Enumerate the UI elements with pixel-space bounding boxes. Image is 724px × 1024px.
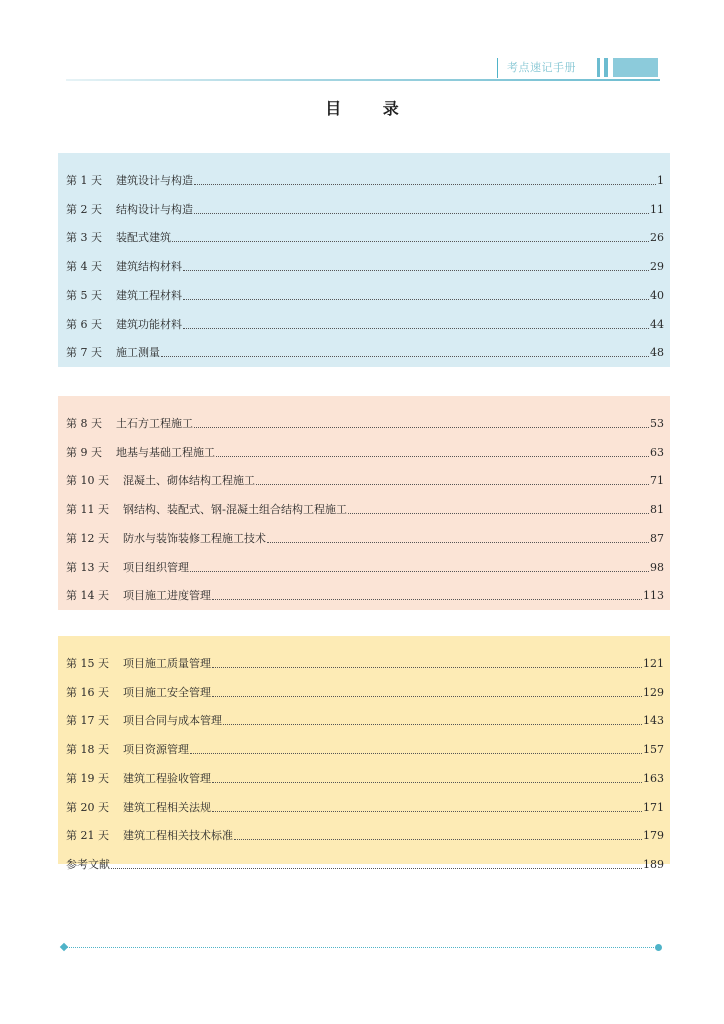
toc-entry-day: 第 20 天 — [66, 800, 109, 814]
toc-entry-day: 第 18 天 — [66, 743, 109, 757]
toc-entry-title: 装配式建筑 — [116, 231, 171, 245]
toc-entry-leader — [348, 513, 649, 514]
toc-entry[interactable] — [66, 526, 664, 546]
toc-entry-leader — [111, 868, 642, 869]
toc-entry[interactable] — [66, 440, 664, 460]
toc-entry[interactable] — [66, 225, 664, 245]
toc-entry-page-number: 53 — [650, 417, 664, 430]
toc-entry-page-number: 11 — [650, 202, 664, 216]
toc-entry-title: 建筑工程验收管理 — [123, 771, 211, 785]
toc-entry-title: 项目资源管理 — [123, 743, 189, 757]
toc-entry-leader — [234, 839, 642, 840]
toc-entry-leader — [256, 484, 649, 485]
toc-entry-page-number: 171 — [643, 800, 664, 814]
toc-entry[interactable] — [66, 312, 664, 332]
toc-entry-leader — [212, 667, 642, 668]
toc-entry-day: 第 21 天 — [66, 829, 109, 843]
toc-entry-day: 第 12 天 — [66, 531, 109, 545]
toc-entry-title: 项目施工质量管理 — [123, 657, 211, 670]
toc-entry-leader — [190, 753, 642, 754]
toc-entry-leader — [183, 270, 649, 271]
toc-entry[interactable] — [66, 468, 664, 488]
toc-entry-leader — [194, 427, 649, 428]
toc-entry-title: 混凝土、砌体结构工程施工 — [123, 474, 255, 488]
toc-entry-title: 参考文献 — [66, 857, 110, 871]
toc-entry-page-number: 163 — [643, 771, 664, 785]
toc-entry[interactable] — [66, 197, 664, 217]
toc-section-days-8-14 — [58, 396, 670, 610]
toc-entry[interactable] — [66, 708, 664, 728]
toc-entry-page-number: 71 — [650, 474, 664, 488]
toc-entry-leader — [212, 782, 642, 783]
toc-entry-day: 第 19 天 — [66, 771, 109, 785]
toc-entry-leader — [183, 299, 649, 300]
toc-entry-leader — [223, 724, 642, 725]
toc-entry[interactable] — [66, 283, 664, 303]
toc-entry-leader — [212, 811, 642, 812]
toc-entry[interactable] — [66, 168, 664, 188]
toc-entry-title: 项目合同与成本管理 — [123, 714, 222, 728]
toc-entry[interactable] — [66, 497, 664, 517]
toc-entry-day: 第 5 天 — [66, 288, 102, 302]
toc-entry-title: 土石方工程施工 — [116, 417, 193, 430]
toc-entry-page-number: 1 — [657, 174, 664, 187]
toc-entry-title: 钢结构、装配式、钢-混凝土组合结构工程施工 — [123, 503, 347, 517]
toc-entry-page-number: 98 — [650, 560, 664, 574]
toc-section-days-1-7 — [58, 153, 670, 367]
toc-entry-page-number: 29 — [650, 260, 664, 274]
toc-entry-day: 第 9 天 — [66, 445, 102, 459]
toc-entry-title: 建筑工程材料 — [116, 288, 182, 302]
header-rule — [66, 79, 660, 81]
toc-entry-day: 第 1 天 — [66, 174, 102, 187]
toc-entry-title: 建筑工程相关法规 — [123, 800, 211, 814]
toc-entry-title: 建筑功能材料 — [116, 317, 182, 331]
toc-entry[interactable] — [66, 737, 664, 757]
toc-entry-leader — [190, 571, 649, 572]
toc-entry[interactable] — [66, 411, 664, 431]
toc-entry-page-number: 129 — [643, 685, 664, 699]
toc-entry-page-number: 40 — [650, 288, 664, 302]
toc-entry-title: 建筑工程相关技术标准 — [123, 829, 233, 843]
footer-rule — [64, 947, 658, 948]
toc-entry-page-number: 189 — [643, 857, 664, 871]
toc-entry-title: 防水与装饰装修工程施工技术 — [123, 531, 266, 545]
toc-entry-title: 项目组织管理 — [123, 560, 189, 574]
toc-entry-page-number: 44 — [650, 317, 664, 331]
toc-entry-leader — [216, 456, 649, 457]
toc-entry[interactable] — [66, 823, 664, 843]
toc-entry-page-number: 179 — [643, 829, 664, 843]
toc-entry-day: 第 4 天 — [66, 260, 102, 274]
toc-entry[interactable] — [66, 340, 664, 360]
toc-entry-day: 第 10 天 — [66, 474, 109, 488]
toc-entry-page-number: 48 — [650, 346, 664, 360]
toc-entry[interactable] — [66, 555, 664, 575]
toc-entry[interactable] — [66, 766, 664, 786]
toc-entry-leader — [212, 599, 642, 600]
toc-entry[interactable] — [66, 651, 664, 671]
header-label: 考点速记手册 — [497, 58, 576, 78]
toc-entry-day: 第 7 天 — [66, 346, 102, 360]
toc-entry-title: 建筑设计与构造 — [116, 174, 193, 187]
toc-entry-day: 第 13 天 — [66, 560, 109, 574]
toc-entry-title: 施工测量 — [116, 346, 160, 360]
toc-entry-page-number: 143 — [643, 714, 664, 728]
toc-entry-leader — [212, 696, 642, 697]
toc-entry-day: 第 3 天 — [66, 231, 102, 245]
toc-entry-page-number: 157 — [643, 743, 664, 757]
toc-entry-day: 第 2 天 — [66, 202, 102, 216]
toc-entry[interactable] — [66, 680, 664, 700]
footer-dot-right — [655, 944, 662, 951]
toc-entry-page-number: 121 — [643, 657, 664, 670]
toc-entry-leader — [194, 213, 649, 214]
header-decoration-bar — [597, 58, 600, 77]
toc-entry-day: 第 14 天 — [66, 589, 109, 603]
toc-entry-page-number: 81 — [650, 503, 664, 517]
toc-entry-day: 第 16 天 — [66, 685, 109, 699]
toc-entry-title: 建筑结构材料 — [116, 260, 182, 274]
toc-entry-leader — [194, 184, 656, 185]
footer-dot-left — [60, 943, 68, 951]
toc-entry-day: 第 8 天 — [66, 417, 102, 430]
toc-entry-title: 结构设计与构造 — [116, 202, 193, 216]
toc-entry-title: 项目施工进度管理 — [123, 589, 211, 603]
toc-entry-page-number: 26 — [650, 231, 664, 245]
toc-entry-page-number: 63 — [650, 445, 664, 459]
toc-section-days-15-21 — [58, 636, 670, 871]
toc-entry[interactable] — [66, 795, 664, 815]
header-decoration-block — [613, 58, 658, 77]
toc-entry-day: 第 15 天 — [66, 657, 109, 670]
toc-entry-day: 第 6 天 — [66, 317, 102, 331]
page-title: 目 录 — [325, 99, 417, 118]
toc-entry[interactable] — [66, 852, 664, 872]
header-decoration-bar — [604, 58, 608, 77]
toc-entry-leader — [172, 241, 649, 242]
toc-entry-title: 地基与基础工程施工 — [116, 445, 215, 459]
toc-entry[interactable] — [66, 254, 664, 274]
toc-entry-day: 第 11 天 — [66, 503, 109, 517]
toc-entry-day: 第 17 天 — [66, 714, 109, 728]
toc-entry[interactable] — [66, 583, 664, 603]
toc-entry-title: 项目施工安全管理 — [123, 685, 211, 699]
toc-entry-page-number: 87 — [650, 531, 664, 545]
toc-entry-page-number: 113 — [643, 589, 664, 603]
toc-entry-leader — [183, 328, 649, 329]
toc-entry-leader — [161, 356, 649, 357]
toc-entry-leader — [267, 542, 649, 543]
